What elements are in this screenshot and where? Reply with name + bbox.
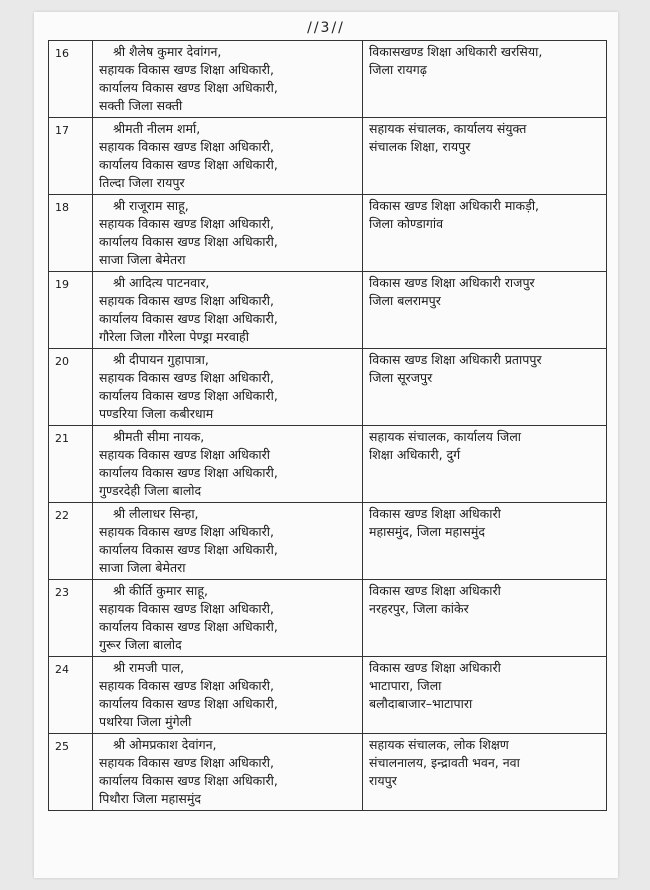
new-posting-cell (363, 657, 607, 734)
table-row (49, 657, 607, 734)
posting-line: जिला रायगढ़ (369, 62, 427, 77)
officer-details-cell (93, 349, 363, 426)
posting-line: विकास खण्ड शिक्षा अधिकारी प्रतापपुर (369, 352, 542, 367)
document-page (34, 12, 618, 878)
officer-detail-line: सहायक विकास खण्ड शिक्षा अधिकारी, (99, 524, 274, 539)
new-posting-cell (363, 503, 607, 580)
table-row (49, 503, 607, 580)
posting-line: संचालक शिक्षा, रायपुर (369, 139, 471, 154)
serial-number: 25 (49, 734, 93, 811)
officer-detail-line: तिल्दा जिला रायपुर (99, 175, 185, 190)
officer-name: श्री राजूराम साहू, (113, 198, 189, 213)
serial-number: 16 (49, 41, 93, 118)
officer-name: श्री शैलेष कुमार देवांगन, (113, 44, 222, 59)
table-row (49, 580, 607, 657)
officer-detail-line: सहायक विकास खण्ड शिक्षा अधिकारी (99, 447, 270, 462)
officer-detail-line: सहायक विकास खण्ड शिक्षा अधिकारी, (99, 62, 274, 77)
officer-details-cell (93, 734, 363, 811)
officer-detail-line: सक्ती जिला सक्ती (99, 98, 183, 113)
officer-details-cell (93, 41, 363, 118)
posting-line: रायपुर (369, 773, 397, 788)
officer-name: श्रीमती सीमा नायक, (113, 429, 205, 444)
serial-number: 20 (49, 349, 93, 426)
officer-detail-line: कार्यालय विकास खण्ड शिक्षा अधिकारी, (99, 696, 278, 711)
posting-line: विकास खण्ड शिक्षा अधिकारी (369, 506, 501, 521)
posting-line: सहायक संचालक, लोक शिक्षण (369, 737, 509, 752)
table-row (49, 41, 607, 118)
serial-number: 22 (49, 503, 93, 580)
officer-details-cell (93, 580, 363, 657)
table-row (49, 734, 607, 811)
transfer-table-body (49, 41, 607, 811)
table-row (49, 195, 607, 272)
officer-name: श्री लीलाधर सिन्हा, (113, 506, 199, 521)
table-row (49, 118, 607, 195)
officer-detail-line: पिथौरा जिला महासमुंद (99, 791, 201, 806)
officer-detail-line: कार्यालय विकास खण्ड शिक्षा अधिकारी, (99, 157, 278, 172)
posting-line: नरहरपुर, जिला कांकेर (369, 601, 469, 616)
serial-number: 18 (49, 195, 93, 272)
officer-name: श्री आदित्य पाटनवार, (113, 275, 210, 290)
new-posting-cell (363, 349, 607, 426)
officer-details-cell (93, 426, 363, 503)
posting-line: सहायक संचालक, कार्यालय जिला (369, 429, 522, 444)
posting-line: जिला बलरामपुर (369, 293, 441, 308)
posting-line: विकास खण्ड शिक्षा अधिकारी (369, 583, 501, 598)
officer-name: श्री ओमप्रकाश देवांगन, (113, 737, 217, 752)
officer-detail-line: सहायक विकास खण्ड शिक्षा अधिकारी, (99, 601, 274, 616)
officer-detail-line: सहायक विकास खण्ड शिक्षा अधिकारी, (99, 370, 274, 385)
new-posting-cell (363, 272, 607, 349)
officer-detail-line: सहायक विकास खण्ड शिक्षा अधिकारी, (99, 216, 274, 231)
officer-details-cell (93, 195, 363, 272)
posting-line: भाटापारा, जिला (369, 678, 442, 693)
posting-line: संचालनालय, इन्द्रावती भवन, नवा (369, 755, 520, 770)
table-row (49, 272, 607, 349)
officer-name: श्री कीर्ति कुमार साहू, (113, 583, 208, 598)
table-row (49, 426, 607, 503)
officer-detail-line: पण्डरिया जिला कबीरधाम (99, 406, 214, 421)
posting-line: बलौदाबाजार–भाटापारा (369, 696, 473, 711)
serial-number: 23 (49, 580, 93, 657)
officer-detail-line: कार्यालय विकास खण्ड शिक्षा अधिकारी, (99, 773, 278, 788)
officer-detail-line: सहायक विकास खण्ड शिक्षा अधिकारी, (99, 139, 274, 154)
officer-detail-line: सहायक विकास खण्ड शिक्षा अधिकारी, (99, 678, 274, 693)
officer-detail-line: कार्यालय विकास खण्ड शिक्षा अधिकारी, (99, 80, 278, 95)
officer-details-cell (93, 657, 363, 734)
new-posting-cell (363, 118, 607, 195)
officer-details-cell (93, 118, 363, 195)
posting-line: महासमुंद, जिला महासमुंद (369, 524, 485, 539)
serial-number: 17 (49, 118, 93, 195)
officer-detail-line: गुण्डरदेही जिला बालोद (99, 483, 202, 498)
officer-detail-line: कार्यालय विकास खण्ड शिक्षा अधिकारी, (99, 619, 278, 634)
officer-detail-line: कार्यालय विकास खण्ड शिक्षा अधिकारी, (99, 542, 278, 557)
officer-detail-line: सहायक विकास खण्ड शिक्षा अधिकारी, (99, 755, 274, 770)
posting-line: सहायक संचालक, कार्यालय संयुक्त (369, 121, 527, 136)
officer-name: श्रीमती नीलम शर्मा, (113, 121, 201, 136)
officer-detail-line: साजा जिला बेमेतरा (99, 252, 186, 267)
officer-name: श्री दीपायन गुहापात्रा, (113, 352, 209, 367)
officer-detail-line: कार्यालय विकास खण्ड शिक्षा अधिकारी, (99, 388, 278, 403)
serial-number: 21 (49, 426, 93, 503)
page-number: //3// (307, 20, 345, 36)
officer-detail-line: कार्यालय विकास खण्ड शिक्षा अधिकारी, (99, 234, 278, 249)
officer-detail-line: सहायक विकास खण्ड शिक्षा अधिकारी, (99, 293, 274, 308)
serial-number: 19 (49, 272, 93, 349)
posting-line: विकास खण्ड शिक्षा अधिकारी राजपुर (369, 275, 535, 290)
posting-line: जिला सूरजपुर (369, 370, 433, 385)
new-posting-cell (363, 426, 607, 503)
new-posting-cell (363, 195, 607, 272)
officer-detail-line: पथरिया जिला मुंगेली (99, 714, 192, 729)
officer-details-cell (93, 272, 363, 349)
officer-details-cell (93, 503, 363, 580)
posting-line: विकास खण्ड शिक्षा अधिकारी माकड़ी, (369, 198, 540, 213)
officer-detail-line: साजा जिला बेमेतरा (99, 560, 186, 575)
new-posting-cell (363, 41, 607, 118)
officer-detail-line: गुरूर जिला बालोद (99, 637, 182, 652)
new-posting-cell (363, 580, 607, 657)
officer-detail-line: गौरेला जिला गौरेला पेण्ड्रा मरवाही (99, 329, 249, 344)
transfer-table (48, 40, 607, 811)
officer-detail-line: कार्यालय विकास खण्ड शिक्षा अधिकारी, (99, 465, 278, 480)
posting-line: जिला कोण्डागांव (369, 216, 444, 231)
posting-line: शिक्षा अधिकारी, दुर्ग (369, 447, 461, 462)
table-row (49, 349, 607, 426)
posting-line: विकासखण्ड शिक्षा अधिकारी खरसिया, (369, 44, 543, 59)
new-posting-cell (363, 734, 607, 811)
officer-detail-line: कार्यालय विकास खण्ड शिक्षा अधिकारी, (99, 311, 278, 326)
officer-name: श्री रामजी पाल, (113, 660, 185, 675)
serial-number: 24 (49, 657, 93, 734)
posting-line: विकास खण्ड शिक्षा अधिकारी (369, 660, 501, 675)
